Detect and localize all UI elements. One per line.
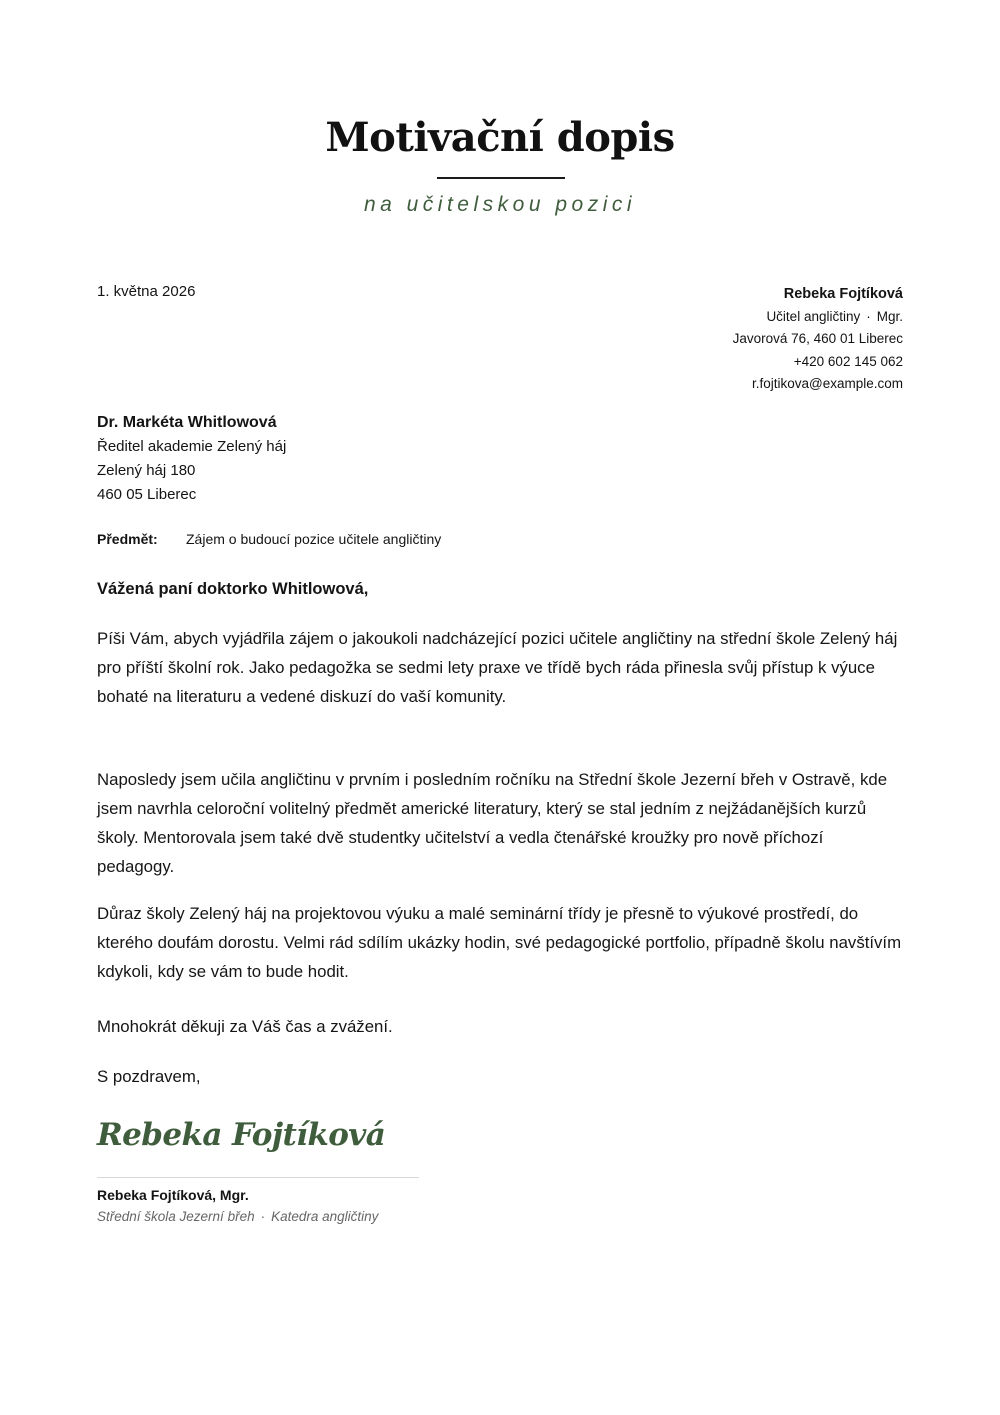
recipient-street: Zelený háj 180 [97,462,196,479]
sender-degree: Mgr. [876,308,903,324]
subject-label: Předmět: [97,531,158,547]
recipient-title: Ředitel akademie Zelený háj [97,438,287,455]
letter-subtitle: na učitelskou pozici [363,193,637,216]
subject-line [97,529,441,549]
recipient-block [97,411,286,507]
recipient-city: 460 05 Liberec [97,486,197,503]
closing-thanks: Mnohokrát děkuji za Váš čas a zvážení. [97,1017,393,1036]
letter-page [97,0,903,1415]
sender-role-line [733,306,903,329]
separator-dot: · [260,1209,266,1224]
sender-name: Rebeka Fojtíková [783,286,903,302]
letter-date: 1. května 2026 [97,283,196,300]
closing-regards: S pozdravem, [97,1067,201,1086]
signature-affiliation [97,1207,378,1227]
separator-dot: · [866,308,871,324]
body-paragraph-2: Naposledy jsem učila angličtinu v prvním i posledním ročníku na Střední škole Jezerní břeh v Ostravě, kde jsem navrhla celoroční volitelný předmět americké literatury, který se stal jedním z nejžádanějších kurzů školy. Mentorovala jsem také dvě studentky učitelství a vedla čtenářské kroužky pro nově příchozí pedagogy. [97,770,888,876]
signature-department: Katedra angličtiny [271,1209,379,1224]
body-paragraph-3: Důraz školy Zelený háj na projektovou výuku a malé seminární třídy je přesně to výukové prostředí, do kterého doufám dorostu. Velmi rád sdílím ukázky hodin, své pedagogické portfolio, případně školu navštívím kdykoli, kdy se vám to bude hodit. [97,904,902,981]
sender-role: Učitel angličtiny [766,308,861,324]
sender-phone: +420 602 145 062 [793,353,903,369]
sender-block [733,283,903,396]
body-paragraph-1: Píši Vám, abych vyjádřila zájem o jakoukoli nadcházející pozici učitele angličtiny na střední škole Zelený háj pro příští školní rok. Jako pedagožka se sedmi lety praxe ve třídě bych ráda přinesla svůj přístup k výuce bohaté na literaturu a vedené diskuzí do vaší komunity. [97,629,898,706]
sender-address: Javorová 76, 460 01 Liberec [732,331,903,346]
sender-email: r.fojtikova@example.com [751,376,903,391]
signature-school: Střední škola Jezerní břeh [97,1209,255,1224]
handwritten-signature: Rebeka Fojtíková [97,1117,386,1153]
salutation: Vážená paní doktorko Whitlowová, [97,580,369,598]
signature-printed-name: Rebeka Fojtíková, Mgr. [97,1187,249,1203]
recipient-name: Dr. Markéta Whitlowová [97,414,277,431]
subject-text: Zájem o budoucí pozice učitele angličtiny [186,531,442,547]
title-divider [437,177,565,179]
letter-title: Motivační dopis [325,114,675,161]
signature-divider [97,1177,419,1178]
